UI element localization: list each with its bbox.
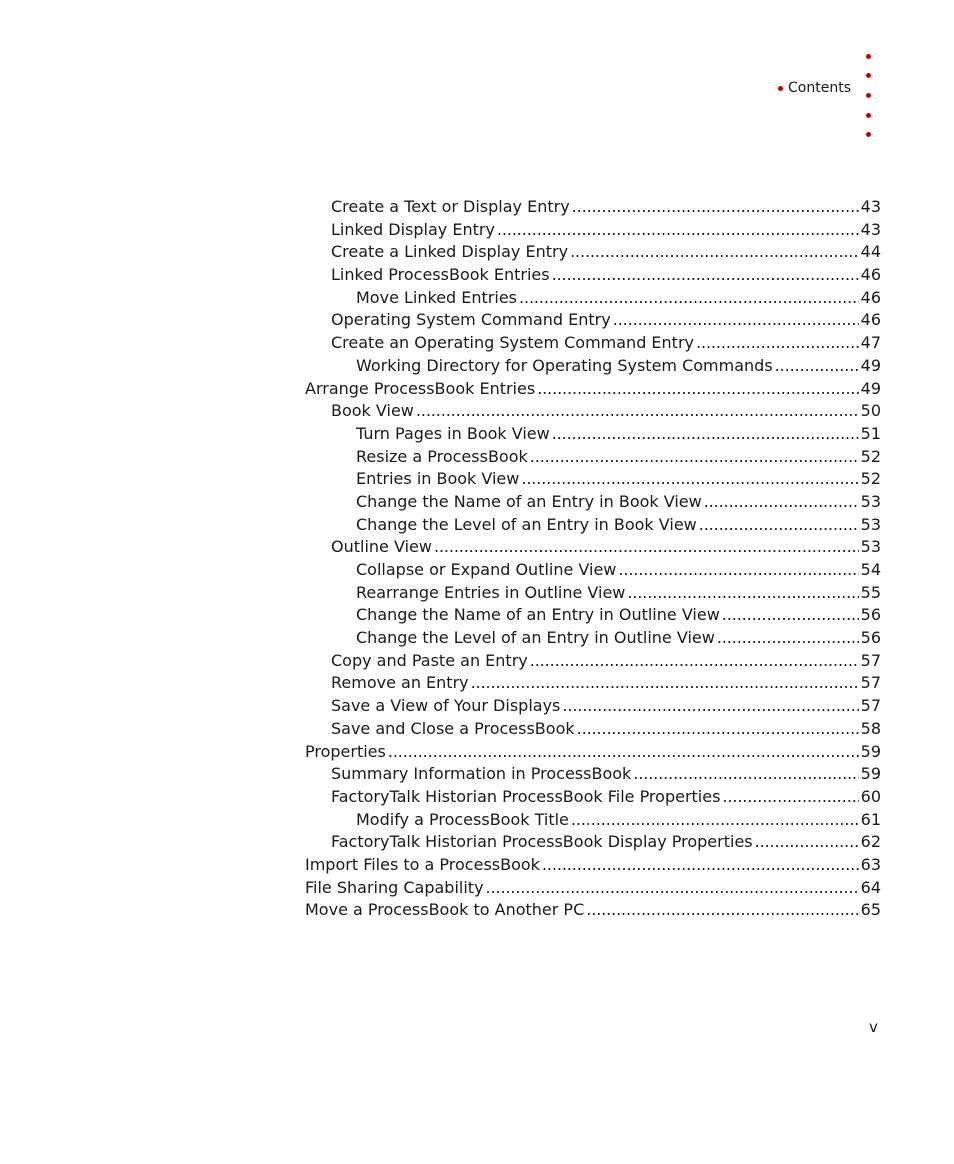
dot-leader [571, 809, 859, 832]
toc-entry[interactable] [305, 332, 881, 355]
toc-entry-page: 50 [860, 401, 881, 421]
toc-entry-page: 56 [860, 628, 881, 648]
toc-entry[interactable] [305, 378, 881, 401]
toc-entry-title: Linked Display Entry [331, 219, 495, 239]
toc-entry[interactable] [305, 877, 881, 900]
bullet-icon [778, 86, 783, 91]
toc-entry[interactable] [305, 695, 881, 718]
section-label: Contents [788, 80, 851, 96]
toc-entry[interactable] [305, 854, 881, 877]
toc-entry-page: 62 [860, 832, 881, 852]
toc-entry-page: 56 [860, 605, 881, 625]
dot-leader [562, 695, 858, 718]
toc-entry-title: Working Directory for Operating System Commands [356, 355, 773, 375]
dot-leader [570, 241, 859, 264]
toc-entry-title: Collapse or Expand Outline View [356, 560, 617, 579]
toc-entry-page: 63 [860, 854, 881, 874]
dot-leader [633, 763, 858, 786]
toc-entry[interactable] [305, 650, 881, 673]
toc-entry-title: Outline View [331, 537, 432, 557]
toc-entry[interactable] [305, 446, 881, 469]
toc-entry[interactable] [305, 899, 881, 922]
dot-leader [388, 741, 859, 764]
dot-leader [696, 332, 859, 355]
toc-entry-page: 59 [860, 741, 881, 761]
dot-leader [704, 491, 859, 514]
toc-entry[interactable] [305, 672, 881, 695]
red-dot-icon [866, 93, 871, 98]
dot-leader [530, 446, 859, 469]
toc-entry[interactable] [305, 786, 881, 809]
toc-entry-page: 43 [860, 219, 881, 239]
dot-leader [497, 219, 859, 242]
dot-leader [486, 877, 859, 900]
toc-entry-title: Summary Information in ProcessBook [331, 764, 632, 784]
toc-entry-title: Book View [331, 401, 414, 421]
toc-entry-page: 61 [860, 809, 881, 829]
dot-leader [519, 287, 859, 310]
toc-entry[interactable] [305, 604, 881, 627]
red-dot-icon [866, 132, 871, 137]
dot-leader [717, 627, 859, 650]
toc-entry-page: 57 [860, 650, 881, 670]
toc-entry-title: Remove an Entry [331, 673, 469, 693]
toc-entry-title: Modify a ProcessBook Title [356, 809, 569, 829]
toc-entry-page: 52 [860, 446, 881, 466]
toc-entry-page: 53 [860, 537, 881, 557]
toc-entry[interactable] [305, 514, 881, 537]
toc-entry[interactable] [305, 264, 881, 287]
toc-entry-page: 57 [860, 696, 881, 716]
toc-entry-page: 55 [860, 582, 881, 602]
toc-entry-page: 46 [860, 310, 881, 330]
dot-leader [577, 718, 859, 741]
dot-leader [586, 899, 858, 922]
dot-leader [552, 264, 859, 287]
dot-leader [530, 650, 859, 673]
dot-leader [416, 400, 859, 423]
toc-entry-title: Save and Close a ProcessBook [331, 718, 575, 738]
running-header [778, 80, 851, 96]
toc-entry-page: 52 [860, 469, 881, 489]
toc-entry-title: Entries in Book View [356, 469, 520, 489]
toc-entry-page: 43 [860, 197, 881, 216]
dot-leader [434, 536, 859, 559]
toc-entry-title: Turn Pages in Book View [356, 423, 550, 443]
toc-entry-page: 49 [860, 378, 881, 398]
toc-entry-page: 60 [860, 786, 881, 806]
toc-entry-title: Save a View of Your Displays [331, 696, 561, 716]
toc-entry-title: Change the Name of an Entry in Book View [356, 491, 702, 511]
toc-entry-page: 53 [860, 491, 881, 511]
toc-entry-page: 59 [860, 764, 881, 784]
toc-entry-title: Linked ProcessBook Entries [331, 265, 550, 285]
toc-entry-page: 49 [860, 355, 881, 375]
toc-entry-page: 44 [860, 242, 881, 262]
toc-entry-title: Properties [305, 741, 386, 761]
toc-entry-page: 64 [860, 877, 881, 897]
toc-entry[interactable] [305, 831, 881, 854]
toc-entry-title: Create a Text or Display Entry [331, 197, 570, 216]
toc-entry-title: Create a Linked Display Entry [331, 242, 569, 262]
toc-entry-title: Move a ProcessBook to Another PC [305, 900, 585, 920]
page-number: v [869, 1018, 878, 1036]
toc-entry-title: Copy and Paste an Entry [331, 650, 528, 670]
dot-leader [699, 514, 859, 537]
toc-entry[interactable] [305, 741, 881, 764]
toc-entry-title: Change the Level of an Entry in Book View [356, 514, 697, 534]
dot-leader [572, 196, 859, 219]
toc-entry-title: File Sharing Capability [305, 877, 484, 897]
toc-entry-title: Arrange ProcessBook Entries [305, 378, 536, 398]
dot-leader [618, 559, 858, 582]
toc-entry-title: Import Files to a ProcessBook [305, 854, 540, 874]
toc-entry-page: 57 [860, 673, 881, 693]
toc-entry[interactable] [305, 355, 881, 378]
toc-entry[interactable] [305, 468, 881, 491]
toc-entry[interactable] [305, 219, 881, 242]
toc-entry[interactable] [305, 423, 881, 446]
dot-leader [755, 831, 859, 854]
toc-entry[interactable] [305, 559, 881, 582]
toc-entry[interactable] [305, 309, 881, 332]
toc-entry-page: 47 [860, 333, 881, 353]
red-dot-icon [866, 73, 871, 78]
toc-entry-title: FactoryTalk Historian ProcessBook Display Properties [331, 832, 753, 852]
toc-entry-page: 46 [860, 265, 881, 285]
dot-leader [775, 355, 859, 378]
toc-entry[interactable] [305, 763, 881, 786]
toc-entry[interactable] [305, 718, 881, 741]
dot-leader [722, 786, 858, 809]
red-dot-icon [866, 54, 871, 59]
dot-leader [613, 309, 859, 332]
toc-entry[interactable] [305, 196, 881, 219]
dot-leader [471, 672, 859, 695]
toc-entry-title: FactoryTalk Historian ProcessBook File Properties [331, 786, 721, 806]
toc-entry[interactable] [305, 400, 881, 423]
toc-entry[interactable] [305, 491, 881, 514]
toc-entry-title: Change the Level of an Entry in Outline View [356, 628, 715, 648]
dot-leader [627, 582, 858, 605]
toc-entry-title: Operating System Command Entry [331, 310, 611, 330]
toc-entry-page: 54 [860, 560, 881, 579]
toc-entry-page: 46 [860, 287, 881, 307]
toc-entry-page: 65 [860, 900, 881, 920]
toc-entry-title: Create an Operating System Command Entry [331, 333, 694, 353]
dot-leader [537, 378, 858, 401]
toc-entry-title: Change the Name of an Entry in Outline View [356, 605, 720, 625]
toc-entry[interactable] [305, 627, 881, 650]
toc-entry-title: Move Linked Entries [356, 287, 517, 307]
toc-entry[interactable] [305, 536, 881, 559]
toc-entry-page: 58 [860, 718, 881, 738]
toc-entry-page: 53 [860, 514, 881, 534]
table-of-contents [305, 196, 881, 922]
dot-leader [521, 468, 858, 491]
toc-entry-title: Resize a ProcessBook [356, 446, 528, 466]
red-dot-icon [866, 113, 871, 118]
dot-leader [542, 854, 859, 877]
toc-entry[interactable] [305, 241, 881, 264]
toc-entry[interactable] [305, 809, 881, 832]
toc-entry-title: Rearrange Entries in Outline View [356, 582, 626, 602]
toc-entry[interactable] [305, 287, 881, 310]
toc-entry[interactable] [305, 582, 881, 605]
dot-leader [552, 423, 859, 446]
toc-entry-page: 51 [860, 423, 881, 443]
dot-leader [722, 604, 859, 627]
